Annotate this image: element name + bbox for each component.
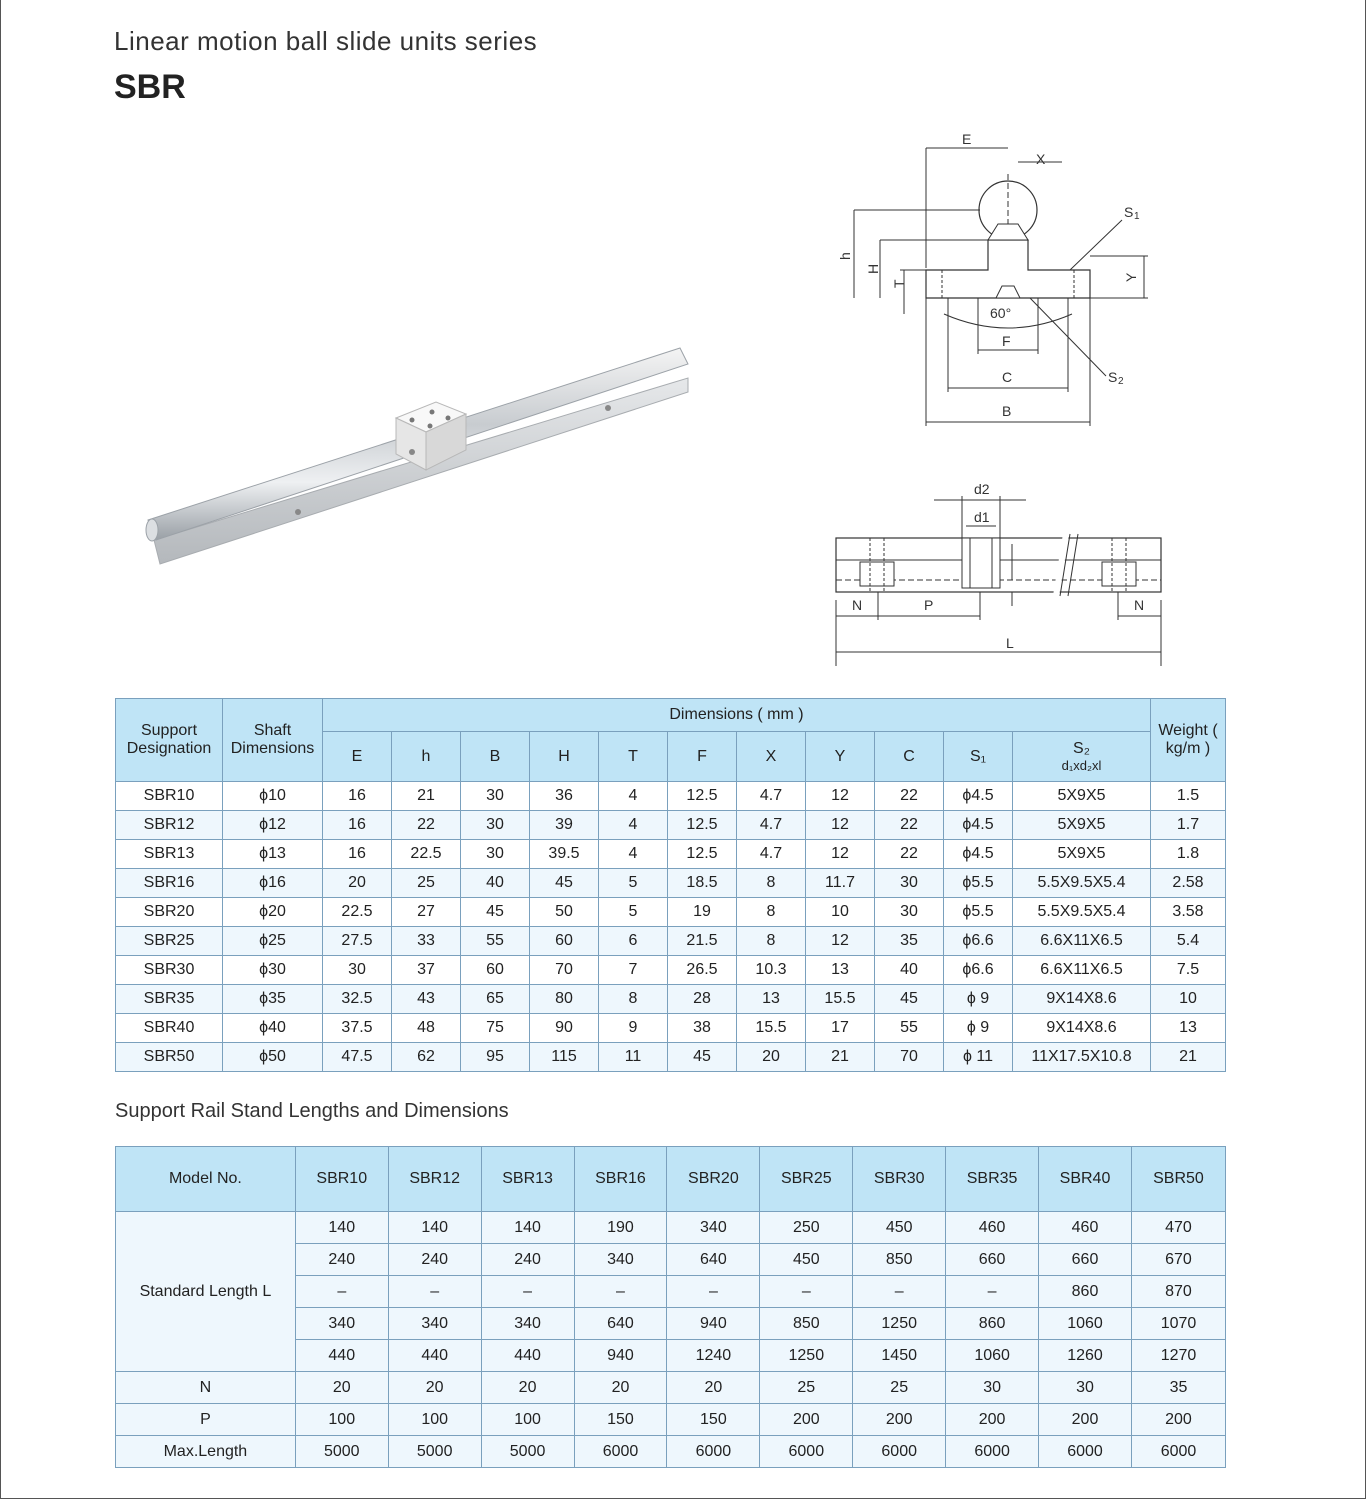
table-cell: 440 (481, 1340, 574, 1372)
table-cell: 8 (737, 898, 806, 927)
table-cell: 39.5 (530, 840, 599, 869)
header-dim-col: h (392, 732, 461, 782)
table-cell: 35 (1131, 1372, 1225, 1404)
table-cell: 30 (946, 1372, 1039, 1404)
table-cell: 5.5X9.5X5.4 (1013, 869, 1151, 898)
table-cell: 25 (392, 869, 461, 898)
table-cell: SBR13 (116, 840, 223, 869)
row-label: P (116, 1404, 296, 1436)
table-cell: 47.5 (323, 1043, 392, 1072)
table-cell: 850 (853, 1244, 946, 1276)
table-cell: 670 (1131, 1244, 1225, 1276)
table-cell: 70 (875, 1043, 944, 1072)
table-cell: 1260 (1039, 1340, 1132, 1372)
table-cell: 38 (668, 1014, 737, 1043)
table-cell: 5.4 (1151, 927, 1226, 956)
table-cell: 7 (599, 956, 668, 985)
table-row (116, 956, 1226, 985)
header-model: SBR10 (295, 1147, 388, 1212)
header-s2-sub: d₁xd₂xl (1061, 758, 1102, 773)
table-cell: 55 (461, 927, 530, 956)
side-view-diagram (830, 480, 1170, 670)
table-cell: 9X14X8.6 (1013, 1014, 1151, 1043)
series-subtitle: Linear motion ball slide units series (114, 26, 538, 56)
table-cell: 20 (667, 1372, 760, 1404)
table-cell: 40 (875, 956, 944, 985)
table-cell: 30 (1039, 1372, 1132, 1404)
table-cell: 640 (574, 1308, 667, 1340)
table-cell: ϕ6.6 (944, 927, 1013, 956)
table-cell: 440 (388, 1340, 481, 1372)
table-cell: 450 (760, 1244, 853, 1276)
header-weight: Weight ( kg/m ) (1151, 699, 1226, 782)
table-cell: 48 (392, 1014, 461, 1043)
table-cell: 150 (667, 1404, 760, 1436)
table-row (116, 927, 1226, 956)
table-cell: SBR10 (116, 782, 223, 811)
table-cell: 5000 (295, 1436, 388, 1468)
table-cell: 12 (806, 782, 875, 811)
table-row (116, 1404, 1226, 1436)
dim-label-N-left: N (852, 597, 863, 613)
series-title: SBR (114, 68, 186, 106)
table-cell: ϕ30 (223, 956, 323, 985)
row-label: N (116, 1372, 296, 1404)
table-cell: 20 (295, 1372, 388, 1404)
table-cell: ϕ6.6 (944, 956, 1013, 985)
table-cell: 15.5 (737, 1014, 806, 1043)
dim-label-N-right: N (1134, 597, 1145, 613)
table-cell: 45 (875, 985, 944, 1014)
table-cell: 20 (388, 1372, 481, 1404)
dimensions-table (115, 698, 1226, 1072)
dim-label-S2: S (1108, 369, 1118, 385)
table-cell: 28 (668, 985, 737, 1014)
table-cell: 100 (295, 1404, 388, 1436)
table-cell: 20 (574, 1372, 667, 1404)
table-cell: 16 (323, 840, 392, 869)
table-cell: 20 (481, 1372, 574, 1404)
table-cell: ϕ40 (223, 1014, 323, 1043)
header-dim-col: H (530, 732, 599, 782)
table-cell: 60 (461, 956, 530, 985)
table-cell: ϕ50 (223, 1043, 323, 1072)
table-cell: 62 (392, 1043, 461, 1072)
table-cell: 470 (1131, 1212, 1225, 1244)
dim-label-S1-sub: 1 (1134, 211, 1140, 222)
table-cell: 860 (946, 1308, 1039, 1340)
rail-section-title: Support Rail Stand Lengths and Dimensions (115, 1100, 509, 1122)
header-support-designation: Support Designation (116, 699, 223, 782)
table-cell: 17 (806, 1014, 875, 1043)
table-cell: 200 (1039, 1404, 1132, 1436)
header-model: SBR13 (481, 1147, 574, 1212)
table-row (116, 782, 1226, 811)
dim-label-B: B (1002, 403, 1012, 419)
table-cell: 660 (1039, 1244, 1132, 1276)
table-cell: 43 (392, 985, 461, 1014)
table-cell: 21 (1151, 1043, 1226, 1072)
header-model-no: Model No. (116, 1147, 296, 1212)
table-cell: 13 (1151, 1014, 1226, 1043)
table-cell: ϕ 11 (944, 1043, 1013, 1072)
header-dim-col: C (875, 732, 944, 782)
table-cell: 1060 (946, 1340, 1039, 1372)
table-cell: 12 (806, 811, 875, 840)
table-row (116, 840, 1226, 869)
table-cell: 2.58 (1151, 869, 1226, 898)
table-cell: 21 (806, 1043, 875, 1072)
table-cell: 1240 (667, 1340, 760, 1372)
dim-label-d2: d2 (974, 481, 990, 497)
table-cell: SBR20 (116, 898, 223, 927)
table-cell: 12 (806, 840, 875, 869)
table-cell: 5.5X9.5X5.4 (1013, 898, 1151, 927)
table-cell: 11 (599, 1043, 668, 1072)
table-cell: 12 (806, 927, 875, 956)
table-cell: 460 (1039, 1212, 1132, 1244)
table-cell: 6000 (667, 1436, 760, 1468)
table-cell: 660 (946, 1244, 1039, 1276)
table-cell: 240 (481, 1244, 574, 1276)
table-row (116, 1014, 1226, 1043)
table-cell: – (295, 1276, 388, 1308)
table-cell: 6000 (1039, 1436, 1132, 1468)
table-cell: 27.5 (323, 927, 392, 956)
table-cell: 9 (599, 1014, 668, 1043)
table-cell: 36 (530, 782, 599, 811)
table-cell: 190 (574, 1212, 667, 1244)
table-cell: 4.7 (737, 782, 806, 811)
table-cell: 6 (599, 927, 668, 956)
table-cell: 1.7 (1151, 811, 1226, 840)
table-cell: 21.5 (668, 927, 737, 956)
table-cell: – (667, 1276, 760, 1308)
dim-label-h: h (837, 252, 853, 260)
table-cell: 870 (1131, 1276, 1225, 1308)
table-cell: 150 (574, 1404, 667, 1436)
header-model: SBR30 (853, 1147, 946, 1212)
table-cell: 55 (875, 1014, 944, 1043)
table-cell: 40 (461, 869, 530, 898)
linear-rail-product-image (140, 340, 700, 580)
table-cell: 1060 (1039, 1308, 1132, 1340)
table-row (116, 1372, 1226, 1404)
table-cell: 60 (530, 927, 599, 956)
table-cell: 5000 (388, 1436, 481, 1468)
table-cell: 200 (946, 1404, 1039, 1436)
table-cell: ϕ4.5 (944, 840, 1013, 869)
table-cell: SBR40 (116, 1014, 223, 1043)
table-cell: 22 (392, 811, 461, 840)
table-cell: 22 (875, 811, 944, 840)
table-cell: 5 (599, 869, 668, 898)
dim-label-Y: Y (1123, 272, 1139, 282)
table-cell: 5000 (481, 1436, 574, 1468)
table-cell: 10 (806, 898, 875, 927)
table-cell: 1250 (853, 1308, 946, 1340)
table-cell: 45 (461, 898, 530, 927)
table-cell: 340 (667, 1212, 760, 1244)
table-cell: 30 (461, 811, 530, 840)
table-cell: 11X17.5X10.8 (1013, 1043, 1151, 1072)
table-cell: ϕ5.5 (944, 898, 1013, 927)
table-cell: 140 (388, 1212, 481, 1244)
row-label: Max.Length (116, 1436, 296, 1468)
table-cell: 30 (323, 956, 392, 985)
table-cell: 6000 (853, 1436, 946, 1468)
table-cell: – (388, 1276, 481, 1308)
header-dim-col: X (737, 732, 806, 782)
table-cell: 33 (392, 927, 461, 956)
table-cell: 6.6X11X6.5 (1013, 956, 1151, 985)
table-cell: 7.5 (1151, 956, 1226, 985)
dim-label-S1: S (1124, 204, 1134, 220)
header-model: SBR16 (574, 1147, 667, 1212)
table-cell: 8 (737, 869, 806, 898)
table-cell: SBR12 (116, 811, 223, 840)
header-model: SBR50 (1131, 1147, 1225, 1212)
table-cell: ϕ12 (223, 811, 323, 840)
table-cell: – (946, 1276, 1039, 1308)
table-cell: 240 (388, 1244, 481, 1276)
table-cell: ϕ5.5 (944, 869, 1013, 898)
table-cell: 95 (461, 1043, 530, 1072)
header-model: SBR40 (1039, 1147, 1132, 1212)
table-cell: 19 (668, 898, 737, 927)
table-cell: 22.5 (323, 898, 392, 927)
table-cell: 30 (461, 840, 530, 869)
table-cell: 50 (530, 898, 599, 927)
header-model: SBR12 (388, 1147, 481, 1212)
dim-label-H: H (865, 263, 881, 274)
table-cell: 10 (1151, 985, 1226, 1014)
table-cell: 13 (737, 985, 806, 1014)
table-cell: 3.58 (1151, 898, 1226, 927)
header-s2 (1013, 732, 1151, 782)
table-cell: 5 (599, 898, 668, 927)
table-cell: 21 (392, 782, 461, 811)
table-row (116, 985, 1226, 1014)
rail-lengths-table (115, 1146, 1226, 1468)
table-cell: 200 (1131, 1404, 1225, 1436)
table-cell: 37 (392, 956, 461, 985)
table-cell: 25 (760, 1372, 853, 1404)
table-cell: 70 (530, 956, 599, 985)
table-cell: 640 (667, 1244, 760, 1276)
table-cell: ϕ 9 (944, 985, 1013, 1014)
table-cell: 4.7 (737, 811, 806, 840)
table-cell: 340 (388, 1308, 481, 1340)
table-cell: 30 (875, 898, 944, 927)
table-cell: 6.6X11X6.5 (1013, 927, 1151, 956)
table-cell: – (853, 1276, 946, 1308)
dim-label-T: T (891, 279, 907, 288)
header-dim-col: B (461, 732, 530, 782)
table-cell: 240 (295, 1244, 388, 1276)
table-cell: 115 (530, 1043, 599, 1072)
table-cell: 12.5 (668, 811, 737, 840)
table-cell: 450 (853, 1212, 946, 1244)
header-shaft-dimensions: Shaft Dimensions (223, 699, 323, 782)
table-cell: ϕ20 (223, 898, 323, 927)
table-cell: 16 (323, 811, 392, 840)
table-cell: SBR16 (116, 869, 223, 898)
table-cell: 340 (295, 1308, 388, 1340)
table-cell: ϕ35 (223, 985, 323, 1014)
table-cell: 20 (737, 1043, 806, 1072)
table-cell: 13 (806, 956, 875, 985)
table-row (116, 1212, 1226, 1244)
table-cell: 100 (481, 1404, 574, 1436)
table-cell: 15.5 (806, 985, 875, 1014)
table-cell: SBR30 (116, 956, 223, 985)
table-cell: 4.7 (737, 840, 806, 869)
table-cell: 6000 (946, 1436, 1039, 1468)
cross-section-diagram (830, 128, 1170, 428)
table-cell: 4 (599, 840, 668, 869)
table-cell: ϕ10 (223, 782, 323, 811)
table-row (116, 898, 1226, 927)
table-cell: 20 (323, 869, 392, 898)
table-cell: 940 (574, 1340, 667, 1372)
table-cell: 6000 (574, 1436, 667, 1468)
table-cell: 35 (875, 927, 944, 956)
table-cell: 250 (760, 1212, 853, 1244)
table-cell: 140 (295, 1212, 388, 1244)
table-cell: 8 (599, 985, 668, 1014)
table-cell: 340 (574, 1244, 667, 1276)
header-dim-col: T (599, 732, 668, 782)
table-cell: SBR25 (116, 927, 223, 956)
table-cell: 1.8 (1151, 840, 1226, 869)
table-cell: 12.5 (668, 782, 737, 811)
table-cell: 22 (875, 840, 944, 869)
header-dim-col: F (668, 732, 737, 782)
header-model: SBR20 (667, 1147, 760, 1212)
table-cell: 4 (599, 811, 668, 840)
table-cell: 6000 (760, 1436, 853, 1468)
table-cell: 6000 (1131, 1436, 1225, 1468)
table-cell: 18.5 (668, 869, 737, 898)
table-cell: 11.7 (806, 869, 875, 898)
table-cell: ϕ25 (223, 927, 323, 956)
table-cell: 340 (481, 1308, 574, 1340)
table-row (116, 1436, 1226, 1468)
header-model: SBR25 (760, 1147, 853, 1212)
table-cell: 1070 (1131, 1308, 1225, 1340)
table-cell: 9X14X8.6 (1013, 985, 1151, 1014)
table-cell: 1450 (853, 1340, 946, 1372)
table-cell: 30 (875, 869, 944, 898)
table-cell: 940 (667, 1308, 760, 1340)
table-cell: – (760, 1276, 853, 1308)
table-cell: SBR50 (116, 1043, 223, 1072)
table-cell: – (481, 1276, 574, 1308)
table-cell: 16 (323, 782, 392, 811)
table-cell: 32.5 (323, 985, 392, 1014)
table-cell: 1.5 (1151, 782, 1226, 811)
dim-label-d1: d1 (974, 509, 990, 525)
table-cell: 850 (760, 1308, 853, 1340)
dim-label-E: E (962, 131, 972, 147)
table-cell: 39 (530, 811, 599, 840)
header-dim-col: Y (806, 732, 875, 782)
header-dim-col: S₁ (944, 732, 1013, 782)
dim-label-C: C (1002, 369, 1013, 385)
table-cell: 45 (530, 869, 599, 898)
table-cell: ϕ16 (223, 869, 323, 898)
table-cell: ϕ13 (223, 840, 323, 869)
table-cell: 10.3 (737, 956, 806, 985)
table-cell: 200 (853, 1404, 946, 1436)
dim-label-angle: 60° (990, 305, 1012, 321)
table-cell: ϕ4.5 (944, 811, 1013, 840)
table-cell: 75 (461, 1014, 530, 1043)
table-cell: 1270 (1131, 1340, 1225, 1372)
dim-label-F: F (1002, 333, 1011, 349)
table-cell: 1250 (760, 1340, 853, 1372)
dim-label-S2-sub: 2 (1118, 376, 1124, 387)
table-row (116, 1043, 1226, 1072)
table-cell: 26.5 (668, 956, 737, 985)
table-cell: 30 (461, 782, 530, 811)
table-cell: 45 (668, 1043, 737, 1072)
table-cell: 5X9X5 (1013, 840, 1151, 869)
table-row (116, 811, 1226, 840)
table-cell: 25 (853, 1372, 946, 1404)
header-s2-label: S₂ (1073, 740, 1090, 757)
table-cell: 65 (461, 985, 530, 1014)
table-cell: 12.5 (668, 840, 737, 869)
table-cell: ϕ4.5 (944, 782, 1013, 811)
table-cell: 5X9X5 (1013, 782, 1151, 811)
header-dimensions-group: Dimensions ( mm ) (323, 699, 1151, 732)
table-cell: – (574, 1276, 667, 1308)
dim-label-P: P (924, 597, 934, 613)
table-cell: 22 (875, 782, 944, 811)
table-cell: ϕ 9 (944, 1014, 1013, 1043)
table-cell: 200 (760, 1404, 853, 1436)
dim-label-L: L (1006, 635, 1014, 651)
table-cell: 100 (388, 1404, 481, 1436)
row-label-standard-length: Standard Length L (116, 1212, 296, 1372)
table-cell: 4 (599, 782, 668, 811)
table-cell: 90 (530, 1014, 599, 1043)
table-cell: 27 (392, 898, 461, 927)
table-cell: 5X9X5 (1013, 811, 1151, 840)
dim-label-X: X (1036, 151, 1046, 167)
table-cell: 8 (737, 927, 806, 956)
header-dim-col: E (323, 732, 392, 782)
table-cell: 460 (946, 1212, 1039, 1244)
table-cell: 860 (1039, 1276, 1132, 1308)
table-cell: 80 (530, 985, 599, 1014)
table-cell: 22.5 (392, 840, 461, 869)
header-model: SBR35 (946, 1147, 1039, 1212)
table-row (116, 869, 1226, 898)
table-cell: 440 (295, 1340, 388, 1372)
table-cell: SBR35 (116, 985, 223, 1014)
table-cell: 140 (481, 1212, 574, 1244)
table-cell: 37.5 (323, 1014, 392, 1043)
